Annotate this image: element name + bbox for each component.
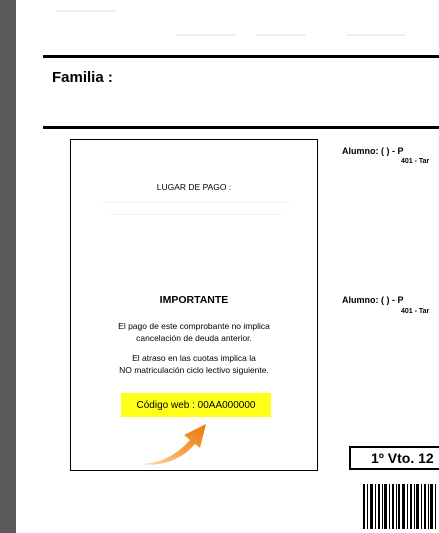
faded-line: [111, 214, 281, 215]
familia-label: Familia :: [52, 69, 113, 86]
warning-line-1: El atraso en las cuotas implica la: [132, 353, 256, 363]
header-rule-top: [43, 55, 439, 58]
orange-arrow-icon: [136, 420, 216, 468]
importante-title: IMPORTANTE: [159, 294, 229, 306]
faded-header-line: [56, 10, 116, 12]
student-1-detail: 401 - Tar: [401, 158, 430, 165]
student-2-label: Alumno: ( ) - P: [342, 295, 404, 305]
faded-header-line: [346, 34, 406, 36]
faded-header-line: [176, 34, 236, 36]
faded-header-line: [256, 34, 306, 36]
student-2-detail: 401 - Tar: [401, 308, 430, 315]
lugar-de-pago-label: LUGAR DE PAGO :: [156, 182, 232, 192]
payment-slip-page: [16, 0, 439, 533]
payment-info-box: [70, 139, 318, 471]
barcode-icon: [363, 484, 439, 529]
notice-line-1: El pago de este comprobante no implica: [118, 321, 270, 331]
student-1-label: Alumno: ( ) - P: [342, 146, 404, 156]
codigo-web-highlight: Código web : 00AA000000: [121, 393, 271, 417]
faded-line: [101, 202, 291, 203]
due-date-box: 1º Vto. 12: [349, 446, 439, 470]
warning-line-2: NO matriculación ciclo lectivo siguiente.: [119, 365, 269, 375]
notice-line-2: cancelación de deuda anterior.: [136, 333, 252, 343]
header-rule-bottom: [43, 126, 439, 129]
